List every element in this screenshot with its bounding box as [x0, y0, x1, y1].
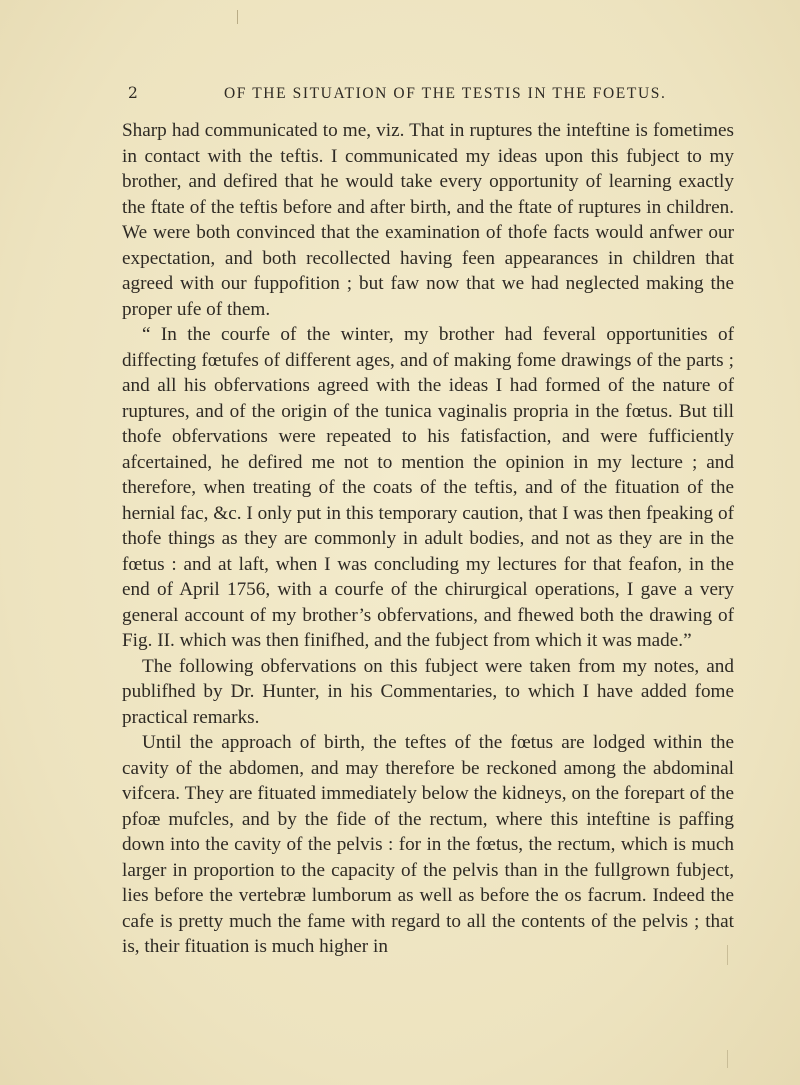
running-header [128, 84, 728, 103]
body-text [122, 118, 734, 960]
paragraph-1: Sharp had communicated to me, viz. That in ruptures the inteftine is fometimes in contact with the teftis. I communicated my ideas upon this fubject to my brother, and defired that he would take every opportunity of learning exactly the ftate of the teftis before and after birth, and the ftate of ruptures in children. We were both convinced that the examination of thofe facts would anfwer our expectation, and both recollected having feen appearances in children that agreed with our fuppofition ; but faw now that we had neglected making the proper ufe of them. [122, 120, 734, 320]
page-edge-mark [237, 10, 238, 24]
page-edge-mark [727, 1050, 728, 1068]
paragraph-4: Until the approach of birth, the teftes of the fœtus are lodged within the cavity of the abdomen, and may therefore be reckoned among the abdominal vifcera. They are fituated immediately below the kidneys, on the forepart of the pfoæ mufcles, and by the fide of the rectum, where this inteftine is paffing down into the cavity of the pelvis : for in the fœtus, the rectum, which is much larger in proportion to the capacity of the pelvis than in the fullgrown fubject, lies before the vertebræ lumborum as well as before the os facrum. Indeed the cafe is pretty much the fame with regard to all the contents of the pelvis ; that is, their fituation is much higher in [122, 732, 734, 957]
paragraph-2: “ In the courfe of the winter, my brother had feveral opportunities of diffecting fœtufes of different ages, and of making fome drawings of the parts ; and all his obfervations agreed with the ideas I had formed of the nature of ruptures, and of the origin of the tunica vaginalis propria in the fœtus. But till thofe obfervations were repeated to his fatisfaction, and were fufficiently afcertained, he defired me not to mention the opinion in my lecture ; and therefore, when treating of the coats of the teftis, and of the fituation of the hernial fac, &c. I only put in this temporary caution, that I was then fpeaking of thofe things as they are commonly in adult bodies, and not as they are in the fœtus : and at laft, when I was concluding my lectures for that feafon, in the end of April 1756, with a courfe of the chirurgical operations, I gave a very general account of my brother’s obfervations, and fhewed both the drawing of Fig. II. which was then finifhed, and the fubject from which it was made.” [122, 324, 734, 651]
running-title: OF THE SITUATION OF THE TESTIS IN THE FOETUS. [224, 85, 667, 102]
page-edge-mark [727, 945, 728, 965]
page-number: 2 [128, 84, 138, 102]
paragraph-3: The following obfervations on this fubject were taken from my notes, and publifhed by Dr. Hunter, in his Commentaries, to which I have added fome practical remarks. [122, 655, 734, 728]
